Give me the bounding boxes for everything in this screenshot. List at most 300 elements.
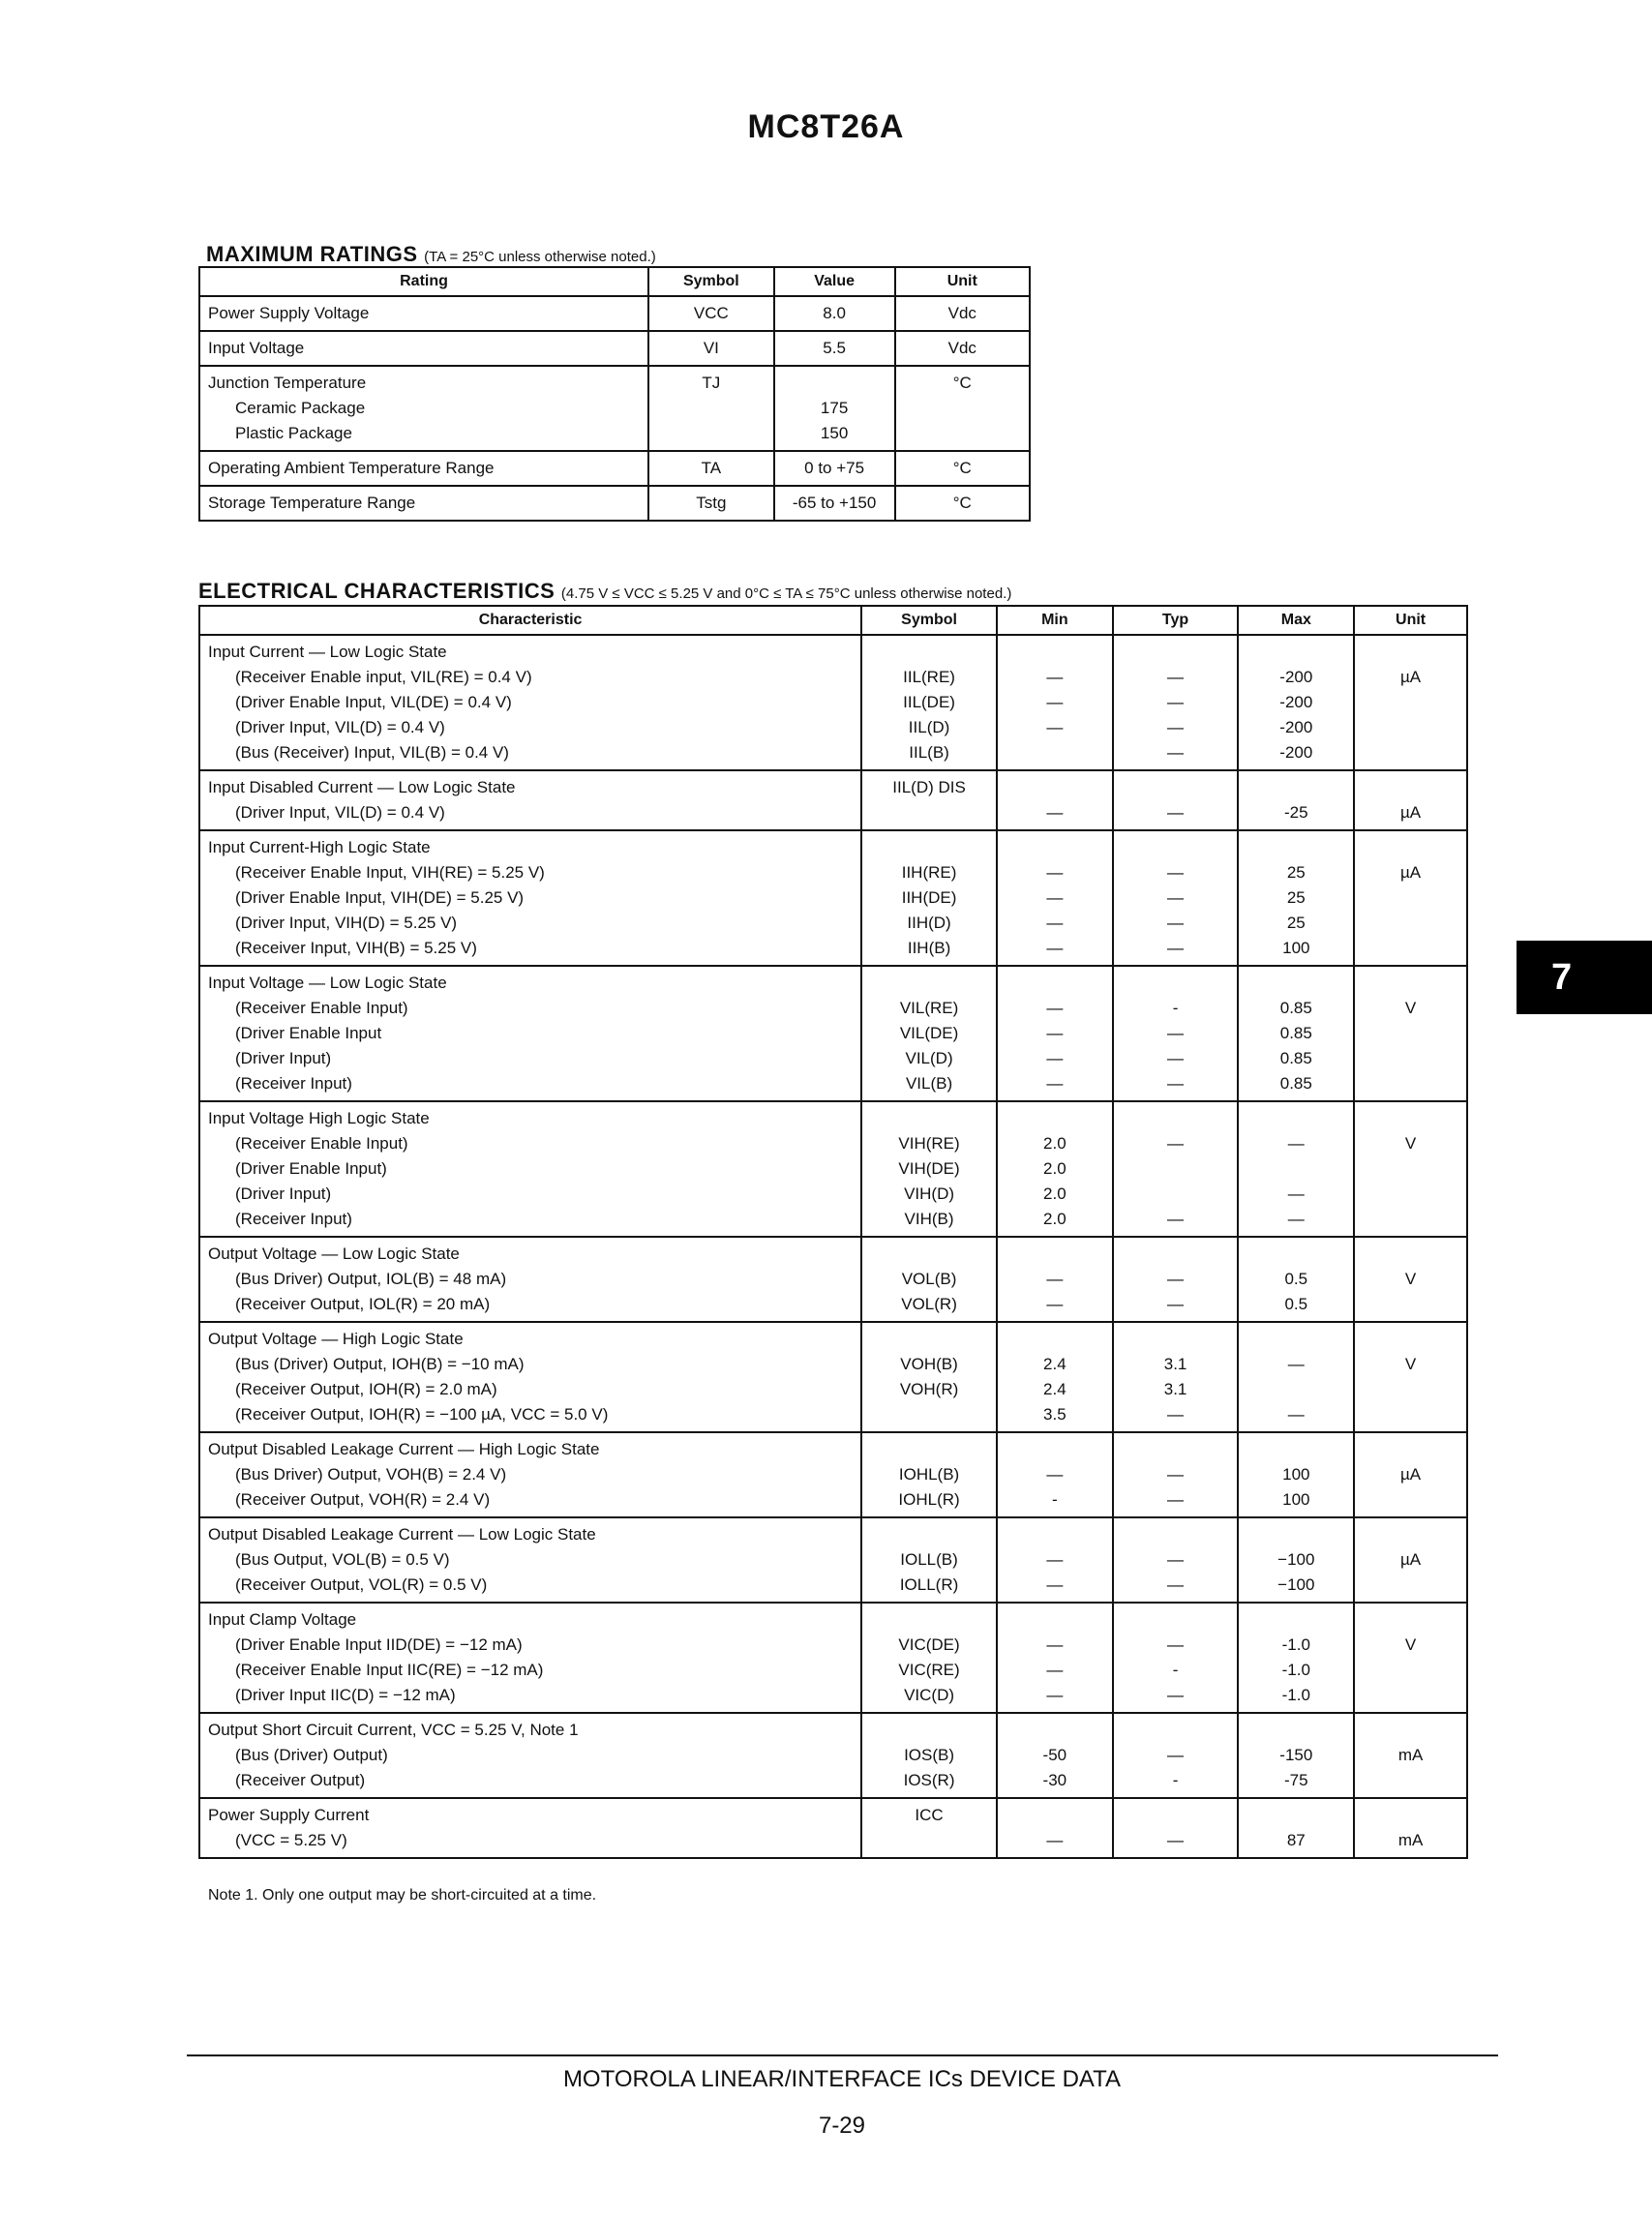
min-spacer: [1006, 1327, 1104, 1352]
symbol-value: IIH(D): [907, 914, 951, 932]
symbol-value: VIL(RE): [899, 999, 959, 1017]
min-value: —: [1046, 888, 1064, 907]
typ-value: —: [1167, 1049, 1185, 1067]
min-value: 2.0: [1043, 1134, 1066, 1153]
characteristic-cell: [199, 830, 861, 966]
symbol-value: VIL(DE): [899, 1024, 959, 1042]
symbol-value: VIC(D): [904, 1686, 955, 1704]
characteristic-cell-line: (Driver Input, VIH(D) = 5.25 V): [235, 914, 458, 932]
unit-cell: [1354, 1237, 1467, 1322]
unit-cell: [1354, 830, 1467, 966]
characteristic-cell-line: (Driver Enable Input, VIH(DE) = 5.25 V): [235, 888, 525, 907]
header-symbol: Symbol: [648, 267, 774, 296]
min-cell: [997, 770, 1113, 830]
symbol-cell: [648, 366, 774, 451]
min-value: —: [1046, 1575, 1064, 1594]
characteristic-cell-line: (VCC = 5.25 V): [235, 1831, 347, 1849]
symbol-value: VOH(R): [899, 1380, 959, 1398]
typ-cell: [1113, 1798, 1239, 1858]
typ-value: —: [1167, 1465, 1185, 1484]
typ-value: -: [1172, 999, 1179, 1017]
header-rating: Rating: [199, 267, 648, 296]
unit-cell-line: Vdc: [947, 304, 976, 322]
characteristic-cell-line: (Receiver Enable Input IIC(RE) = −12 mA): [235, 1661, 544, 1679]
min-spacer: [1006, 1437, 1104, 1462]
typ-value: —: [1167, 1746, 1185, 1764]
unit-cell: [895, 451, 1030, 486]
symbol-spacer: [870, 1242, 988, 1267]
symbol-cell: [861, 770, 997, 830]
characteristic-cell-line: (Bus Driver) Output, IOL(B) = 48 mA): [235, 1270, 507, 1288]
page-number: 7-29: [818, 2113, 866, 2139]
typ-cell: [1113, 1517, 1239, 1603]
max-value: -1.0: [1281, 1661, 1310, 1679]
electrical-row: [199, 635, 1467, 770]
typ-spacer: [1122, 775, 1230, 800]
characteristic-cell-line: (Bus Driver) Output, VOH(B) = 2.4 V): [235, 1465, 507, 1484]
symbol-value: VIH(RE): [898, 1134, 960, 1153]
typ-value: —: [1167, 743, 1185, 762]
max-ratings-row: [199, 451, 1030, 486]
characteristic-cell-line: (Receiver Enable Input): [235, 1134, 408, 1153]
typ-value: —: [1167, 1686, 1185, 1704]
symbol-value: VIC(RE): [898, 1661, 960, 1679]
value-cell: [774, 331, 895, 366]
typ-value: —: [1167, 1550, 1185, 1569]
min-value: 2.4: [1043, 1355, 1066, 1373]
characteristic-cell-line: Output Disabled Leakage Current — High Logic State: [208, 1440, 600, 1458]
electrical-heading-text: ELECTRICAL CHARACTERISTICS: [198, 579, 556, 603]
symbol-spacer: [870, 640, 988, 665]
unit-cell: [1354, 1713, 1467, 1798]
max-spacer: [1247, 971, 1345, 996]
characteristic-cell-line: Power Supply Current: [208, 1806, 370, 1824]
typ-value: —: [1167, 1831, 1185, 1849]
max-value: −100: [1277, 1575, 1315, 1594]
characteristic-cell-line: Input Current — Low Logic State: [208, 643, 447, 661]
typ-value: —: [1167, 1270, 1185, 1288]
max-ratings-heading-text: MAXIMUM RATINGS: [206, 242, 418, 266]
min-value: -: [1052, 1490, 1058, 1509]
max-value: 0.85: [1279, 1074, 1312, 1093]
characteristic-cell-line: (Receiver Input, VIH(B) = 5.25 V): [235, 939, 477, 957]
header-typ: Typ: [1113, 606, 1239, 635]
max-ratings-header-row: [199, 267, 1030, 296]
typ-value: —: [1167, 1134, 1185, 1153]
characteristic-cell-line: (Driver Enable Input, VIL(DE) = 0.4 V): [235, 693, 512, 711]
max-cell: [1238, 966, 1354, 1101]
symbol-cell: [648, 486, 774, 521]
max-value: -1.0: [1281, 1686, 1310, 1704]
characteristic-cell-line: (Driver Input): [235, 1184, 332, 1203]
typ-cell: [1113, 1101, 1239, 1237]
max-spacer: [1247, 1437, 1345, 1462]
symbol-value: IIL(B): [909, 743, 949, 762]
symbol-cell: [861, 1713, 997, 1798]
unit-spacer: [1363, 775, 1458, 800]
typ-cell: [1113, 1603, 1239, 1713]
characteristic-cell: [199, 1798, 861, 1858]
typ-spacer: [1122, 1607, 1230, 1633]
min-value: —: [1046, 999, 1064, 1017]
characteristic-cell-line: (Bus Output, VOL(B) = 0.5 V): [235, 1550, 450, 1569]
electrical-row: [199, 966, 1467, 1101]
typ-value: 3.1: [1163, 1355, 1187, 1373]
characteristic-cell: [199, 966, 861, 1101]
typ-value: —: [1167, 1575, 1185, 1594]
typ-cell: [1113, 1432, 1239, 1517]
typ-value: —: [1167, 914, 1185, 932]
characteristic-cell-line: (Bus (Receiver) Input, VIL(B) = 0.4 V): [235, 743, 509, 762]
characteristic-cell: [199, 1322, 861, 1432]
unit-value: mA: [1397, 1746, 1424, 1764]
electrical-row: [199, 770, 1467, 830]
unit-value: µA: [1400, 803, 1422, 822]
symbol-value: VIL(D): [905, 1049, 953, 1067]
min-value: —: [1046, 1295, 1064, 1313]
max-cell: [1238, 1713, 1354, 1798]
min-value: 3.5: [1043, 1405, 1066, 1424]
symbol-cell: [861, 830, 997, 966]
min-value: —: [1046, 1465, 1064, 1484]
min-value: —: [1046, 693, 1064, 711]
rating-cell-line: Operating Ambient Temperature Range: [208, 459, 495, 477]
characteristic-cell-line: Input Clamp Voltage: [208, 1610, 357, 1629]
rating-cell: [199, 331, 648, 366]
unit-value: V: [1404, 1134, 1417, 1153]
unit-value: V: [1404, 1270, 1417, 1288]
unit-cell-line: °C: [952, 374, 972, 392]
typ-value: [1122, 1156, 1230, 1182]
max-cell: [1238, 1322, 1354, 1432]
max-value: −100: [1277, 1550, 1315, 1569]
symbol-cell: [861, 1237, 997, 1322]
min-value: —: [1046, 803, 1064, 822]
max-spacer: [1247, 775, 1345, 800]
min-value: —: [1046, 1635, 1064, 1654]
value-cell: [774, 451, 895, 486]
characteristic-cell-line: (Receiver Output, VOL(R) = 0.5 V): [235, 1575, 488, 1594]
unit-cell: [1354, 1322, 1467, 1432]
symbol-value: IIH(RE): [901, 863, 957, 882]
header-unit: Unit: [895, 267, 1030, 296]
value-cell-line: 175: [820, 399, 849, 417]
symbol-value: VOL(B): [901, 1270, 957, 1288]
max-value: —: [1287, 1184, 1305, 1203]
min-cell: [997, 1322, 1113, 1432]
page-title: MC8T26A: [747, 108, 905, 145]
typ-value: —: [1167, 939, 1185, 957]
unit-value: µA: [1400, 1550, 1422, 1569]
typ-cell: [1113, 1713, 1239, 1798]
unit-cell-line: °C: [952, 459, 972, 477]
typ-value: 3.1: [1163, 1380, 1187, 1398]
max-value: 100: [1282, 939, 1310, 957]
unit-spacer: [1363, 1522, 1458, 1547]
typ-cell: [1113, 635, 1239, 770]
symbol-value: IOS(R): [903, 1771, 955, 1789]
value-cell-line: 8.0: [823, 304, 846, 322]
characteristic-cell-line: Input Current-High Logic State: [208, 838, 431, 856]
rating-cell-line: Junction Temperature: [208, 374, 367, 392]
unit-spacer: [1363, 1106, 1458, 1131]
unit-cell: [1354, 1603, 1467, 1713]
typ-spacer: [1122, 1437, 1230, 1462]
max-value: 0.5: [1284, 1270, 1308, 1288]
unit-value: V: [1404, 1635, 1417, 1654]
symbol-cell: [861, 1798, 997, 1858]
max-value: —: [1287, 1355, 1305, 1373]
min-value: -30: [1042, 1771, 1067, 1789]
typ-value: —: [1167, 1405, 1185, 1424]
unit-spacer: [1363, 1803, 1458, 1828]
max-ratings-row: [199, 366, 1030, 451]
symbol-value: ICC: [915, 1806, 944, 1824]
symbol-value: IIH(DE): [901, 888, 957, 907]
unit-value: V: [1404, 1355, 1417, 1373]
max-value: 100: [1282, 1490, 1310, 1509]
characteristic-cell-line: (Bus (Driver) Output, IOH(B) = −10 mA): [235, 1355, 525, 1373]
min-value: —: [1046, 718, 1064, 736]
symbol-value: IOHL(R): [898, 1490, 960, 1509]
min-cell: [997, 1713, 1113, 1798]
min-cell: [997, 1517, 1113, 1603]
electrical-row: [199, 1603, 1467, 1713]
min-spacer: [1006, 1106, 1104, 1131]
characteristic-cell-line: (Receiver Output, IOH(R) = 2.0 mA): [235, 1380, 497, 1398]
max-value: 25: [1286, 888, 1306, 907]
max-ratings-row: [199, 296, 1030, 331]
min-cell: [997, 966, 1113, 1101]
symbol-spacer: [870, 1327, 988, 1352]
symbol-value: IOHL(B): [898, 1465, 960, 1484]
max-value: —: [1287, 1405, 1305, 1424]
unit-cell-line: °C: [952, 494, 972, 512]
max-value: 0.85: [1279, 1049, 1312, 1067]
header-value: Value: [774, 267, 895, 296]
typ-spacer: [1122, 1803, 1230, 1828]
unit-cell: [895, 296, 1030, 331]
characteristic-cell-line: (Receiver Output, IOL(R) = 20 mA): [235, 1295, 491, 1313]
characteristic-cell-line: (Driver Enable Input: [235, 1024, 382, 1042]
unit-spacer: [1363, 835, 1458, 860]
electrical-heading: [198, 579, 1011, 604]
max-value: -200: [1279, 668, 1313, 686]
footer-divider: [187, 2054, 1498, 2056]
unit-spacer: [1363, 640, 1458, 665]
max-value: 0.5: [1284, 1295, 1308, 1313]
characteristic-cell-line: (Driver Enable Input): [235, 1159, 387, 1178]
max-cell: [1238, 1798, 1354, 1858]
symbol-value: IOS(B): [904, 1746, 955, 1764]
max-spacer: [1247, 835, 1345, 860]
characteristic-cell-line: Input Voltage High Logic State: [208, 1109, 430, 1127]
characteristic-cell-line: Output Short Circuit Current, VCC = 5.25 V, Note 1: [208, 1721, 579, 1739]
max-value: [1247, 1377, 1345, 1402]
typ-value: —: [1167, 803, 1185, 822]
max-spacer: [1247, 1106, 1345, 1131]
rating-cell: [199, 296, 648, 331]
symbol-cell-line: TA: [701, 459, 722, 477]
typ-value: [1122, 1182, 1230, 1207]
min-value: 2.0: [1043, 1184, 1066, 1203]
unit-value: µA: [1400, 668, 1422, 686]
max-ratings-table: [198, 266, 1031, 522]
min-spacer: [1006, 640, 1104, 665]
min-value: 2.4: [1043, 1380, 1066, 1398]
typ-spacer: [1122, 640, 1230, 665]
rating-cell-line: Storage Temperature Range: [208, 494, 416, 512]
max-ratings-heading: [206, 242, 656, 267]
electrical-condition: (4.75 V ≤ VCC ≤ 5.25 V and 0°C ≤ TA ≤ 75°C unless otherwise noted.): [560, 585, 1012, 602]
min-value: —: [1046, 914, 1064, 932]
typ-value: -: [1172, 1661, 1179, 1679]
min-value: —: [1046, 1049, 1064, 1067]
characteristic-cell: [199, 1432, 861, 1517]
min-spacer: [1006, 1607, 1104, 1633]
unit-spacer: [1363, 1327, 1458, 1352]
min-cell: [997, 1603, 1113, 1713]
typ-value: —: [1167, 888, 1185, 907]
characteristic-cell: [199, 635, 861, 770]
typ-spacer: [1122, 835, 1230, 860]
typ-value: —: [1167, 1490, 1185, 1509]
max-spacer: [1247, 1718, 1345, 1743]
min-value: -50: [1042, 1746, 1067, 1764]
characteristic-cell-line: (Receiver Enable Input, VIH(RE) = 5.25 V): [235, 863, 545, 882]
characteristic-cell: [199, 1101, 861, 1237]
symbol-cell: [648, 451, 774, 486]
max-cell: [1238, 1603, 1354, 1713]
min-cell: [997, 1432, 1113, 1517]
value-cell-line: 5.5: [823, 339, 846, 357]
min-value: —: [1046, 1686, 1064, 1704]
max-value: —: [1287, 1134, 1305, 1153]
typ-cell: [1113, 966, 1239, 1101]
typ-value: —: [1167, 718, 1185, 736]
characteristic-cell: [199, 1237, 861, 1322]
max-spacer: [1247, 1327, 1345, 1352]
characteristic-cell-line: (Driver Input, VIL(D) = 0.4 V): [235, 718, 445, 736]
unit-spacer: [1363, 1607, 1458, 1633]
characteristic-cell-line: Input Disabled Current — Low Logic State: [208, 778, 516, 796]
symbol-value: VOL(R): [901, 1295, 957, 1313]
rating-cell-line: Power Supply Voltage: [208, 304, 370, 322]
max-spacer: [1247, 1607, 1345, 1633]
typ-cell: [1113, 830, 1239, 966]
max-cell: [1238, 635, 1354, 770]
symbol-cell: [648, 296, 774, 331]
min-value: —: [1046, 1831, 1064, 1849]
max-ratings-row: [199, 331, 1030, 366]
max-value: -75: [1284, 1771, 1308, 1789]
symbol-spacer: [870, 1718, 988, 1743]
unit-spacer: [1363, 971, 1458, 996]
min-spacer: [1006, 775, 1104, 800]
electrical-row: [199, 1517, 1467, 1603]
symbol-value: IIH(B): [907, 939, 951, 957]
value-cell-line: -65 to +150: [792, 494, 877, 512]
header-max: Max: [1238, 606, 1354, 635]
min-value: 2.0: [1043, 1159, 1066, 1178]
rating-cell: [199, 366, 648, 451]
max-cell: [1238, 1237, 1354, 1322]
max-cell: [1238, 1517, 1354, 1603]
rating-cell-line: Ceramic Package: [235, 399, 366, 417]
symbol-value: VIL(B): [905, 1074, 953, 1093]
max-spacer: [1247, 1522, 1345, 1547]
min-value: 2.0: [1043, 1210, 1066, 1228]
unit-cell: [895, 366, 1030, 451]
characteristic-cell-line: (Receiver Input): [235, 1074, 352, 1093]
typ-spacer: [1122, 1242, 1230, 1267]
symbol-value: IIL(DE): [903, 693, 955, 711]
characteristic-cell-line: (Driver Input): [235, 1049, 332, 1067]
max-value: 0.85: [1279, 1024, 1312, 1042]
rating-cell: [199, 451, 648, 486]
unit-value: µA: [1400, 1465, 1422, 1484]
typ-value: —: [1167, 1024, 1185, 1042]
max-ratings-condition: (TA = 25°C unless otherwise noted.): [424, 249, 656, 265]
min-value: [1006, 740, 1104, 765]
max-value: 0.85: [1279, 999, 1312, 1017]
symbol-cell: [648, 331, 774, 366]
electrical-row: [199, 1432, 1467, 1517]
symbol-cell-line: TJ: [702, 374, 721, 392]
unit-spacer: [1363, 1437, 1458, 1462]
symbol-spacer: [870, 1437, 988, 1462]
symbol-value: [870, 1402, 988, 1427]
value-cell: [774, 296, 895, 331]
electrical-row: [199, 1101, 1467, 1237]
electrical-header-row: [199, 606, 1467, 635]
max-value: [1247, 1156, 1345, 1182]
symbol-cell: [861, 1322, 997, 1432]
min-value: —: [1046, 1661, 1064, 1679]
max-spacer: [1247, 640, 1345, 665]
typ-value: —: [1167, 1635, 1185, 1654]
typ-spacer: [1122, 1522, 1230, 1547]
max-value: -25: [1284, 803, 1308, 822]
characteristic-cell-line: Output Voltage — Low Logic State: [208, 1244, 460, 1263]
characteristic-cell-line: Input Voltage — Low Logic State: [208, 974, 447, 992]
max-cell: [1238, 1101, 1354, 1237]
unit-value: µA: [1400, 863, 1422, 882]
electrical-row: [199, 830, 1467, 966]
max-value: -200: [1279, 743, 1313, 762]
typ-cell: [1113, 1322, 1239, 1432]
symbol-cell-line: VCC: [693, 304, 729, 322]
unit-cell: [895, 486, 1030, 521]
value-cell-line: [783, 371, 886, 396]
max-value: 25: [1286, 863, 1306, 882]
footnote: Note 1. Only one output may be short-circuited at a time.: [208, 1887, 597, 1904]
header-min: Min: [997, 606, 1113, 635]
unit-cell-line: Vdc: [947, 339, 976, 357]
max-value: —: [1287, 1210, 1305, 1228]
min-spacer: [1006, 1522, 1104, 1547]
max-value: -200: [1279, 693, 1313, 711]
symbol-spacer: [870, 1522, 988, 1547]
symbol-value: IOLL(R): [899, 1575, 959, 1594]
characteristic-cell-line: (Receiver Output, IOH(R) = −100 µA, VCC = 5.0 V): [235, 1405, 609, 1424]
max-value: 87: [1286, 1831, 1306, 1849]
electrical-row: [199, 1322, 1467, 1432]
electrical-row: [199, 1237, 1467, 1322]
unit-spacer: [1363, 1242, 1458, 1267]
footer-title: MOTOROLA LINEAR/INTERFACE ICs DEVICE DATA: [562, 2066, 1122, 2092]
max-ratings-row: [199, 486, 1030, 521]
